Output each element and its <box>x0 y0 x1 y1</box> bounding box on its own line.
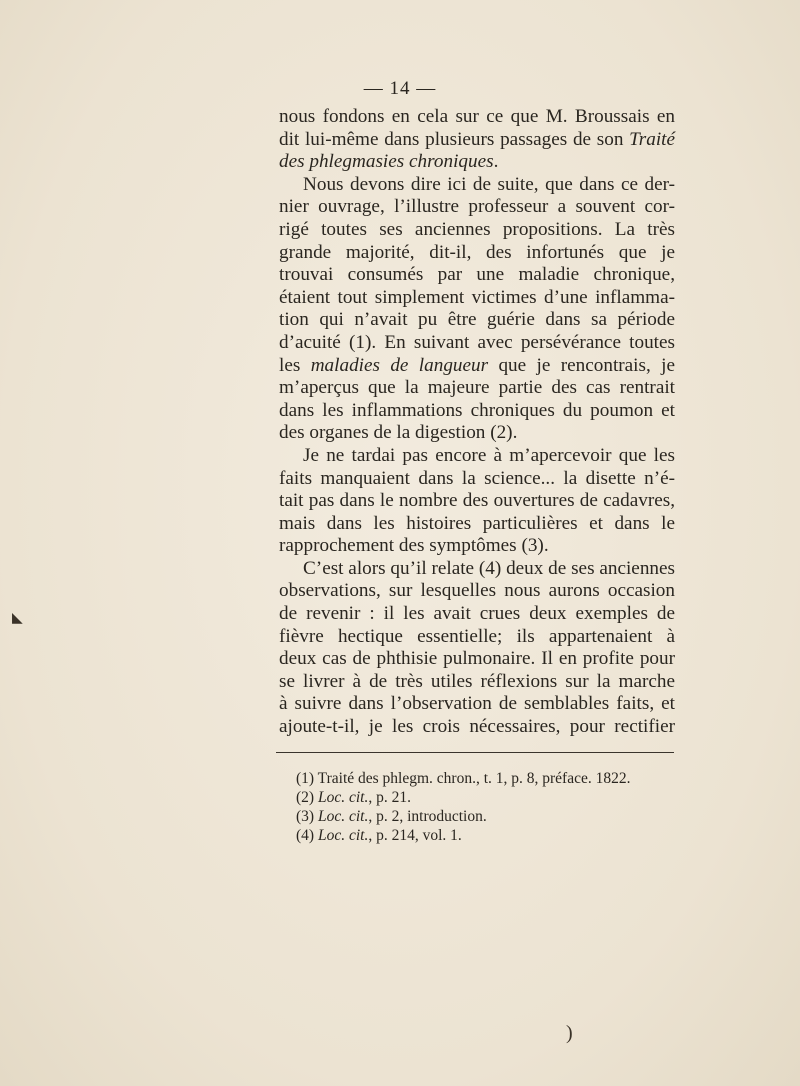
text-run: ajoute-t-il, je les crois nécessaires, pour rectifier <box>279 716 675 738</box>
italic-text: des phlegmasies chroniques <box>279 151 494 173</box>
text-line <box>279 377 675 400</box>
text-line <box>279 264 675 287</box>
text-run: les <box>279 354 311 376</box>
text-line <box>279 242 675 265</box>
text-run: , p. 2, introduction. <box>368 808 487 825</box>
text-run: . <box>493 151 499 173</box>
text-run: , p. 21. <box>368 789 411 806</box>
italic-text: Loc. cit. <box>317 789 369 806</box>
body-text <box>279 106 675 739</box>
footnote <box>296 769 676 788</box>
text-line <box>279 535 675 558</box>
text-run: (4) <box>296 827 318 844</box>
italic-text: Loc. cit. <box>317 808 369 825</box>
text-run: C’est alors qu’il relate (4) deux de ses anciennes <box>303 557 675 579</box>
text-run: que je rencontrais, je <box>488 354 675 376</box>
text-line <box>279 445 675 468</box>
text-run: trouvai consumés par une maladie chronique, <box>279 264 675 286</box>
text-line <box>279 671 675 694</box>
footnote <box>296 807 676 826</box>
text-line <box>279 129 675 152</box>
text-run: tion qui n’avait pu être guérie dans sa période <box>279 309 675 331</box>
text-line <box>279 106 675 129</box>
text-run: de revenir : il les avait crues deux exemples de <box>279 603 675 625</box>
text-line <box>279 219 675 242</box>
text-line <box>279 332 675 355</box>
text-line <box>279 716 675 739</box>
text-line <box>279 648 675 671</box>
text-line <box>279 400 675 423</box>
text-run: nous fondons en cela sur ce que M. Broussais en <box>279 106 675 127</box>
text-run: observations, sur lesquelles nous aurons occasion <box>279 580 675 602</box>
text-line <box>279 626 675 649</box>
text-run: d’acuité (1). En suivant avec persévérance toutes <box>279 331 675 353</box>
text-run: Nous devons dire ici de suite, que dans ce der- <box>303 173 675 195</box>
text-run: dans les inflammations chroniques du poumon et <box>279 399 675 421</box>
footnote-rule <box>276 752 674 753</box>
text-line <box>279 151 675 174</box>
text-line <box>279 513 675 536</box>
text-run: se livrer à de très utiles réflexions sur la marche <box>279 670 675 692</box>
italic-text: Traité <box>629 128 675 150</box>
text-run: étaient tout simplement victimes d’une inflamma- <box>279 286 675 308</box>
text-run: dit lui-même dans plusieurs passages de son <box>279 128 630 150</box>
text-run: à suivre dans l’observation de semblables faits, et <box>279 693 675 715</box>
footnote <box>296 826 676 845</box>
text-line <box>279 355 675 378</box>
text-run: Je ne tardai pas encore à m’apercevoir que les <box>303 444 675 466</box>
text-run: (1) Traité des phlegm. chron., t. 1, p. 8, préface. 1822. <box>296 770 631 787</box>
text-run: , p. 214, vol. 1. <box>368 827 462 844</box>
text-run: m’aperçus que la majeure partie des cas rentrait <box>279 377 675 399</box>
text-run: (3) <box>296 808 318 825</box>
text-run: tait pas dans le nombre des ouvertures de cadavres, <box>279 490 675 512</box>
text-run: fièvre hectique essentielle; ils appartenaient à <box>279 625 675 647</box>
text-run: rigé toutes ses anciennes propositions. La très <box>279 218 675 240</box>
text-line <box>279 558 675 581</box>
page-number: — 14 — <box>363 78 437 99</box>
text-run: rapprochement des symptômes (3). <box>279 535 549 557</box>
footnote <box>296 788 676 807</box>
text-run: mais dans les histoires particulières et dans le <box>279 512 675 534</box>
text-run: nier ouvrage, l’illustre professeur a souvent cor- <box>279 196 675 218</box>
footnotes <box>296 769 676 845</box>
text-run: des organes de la digestion (2). <box>279 422 518 444</box>
text-line <box>279 468 675 491</box>
text-line <box>279 174 675 197</box>
text-run: deux cas de phthisie pulmonaire. Il en profite pour <box>279 648 675 670</box>
text-line <box>279 196 675 219</box>
text-run: faits manquaient dans la science... la disette n’é- <box>279 467 675 489</box>
text-line <box>279 693 675 716</box>
text-line <box>279 603 675 626</box>
text-line <box>279 309 675 332</box>
italic-text: Loc. cit. <box>317 827 369 844</box>
margin-mark: ) <box>566 1022 573 1044</box>
text-run: grande majorité, dit-il, des infortunés que je <box>279 241 675 263</box>
text-line <box>279 580 675 603</box>
text-line <box>279 422 675 445</box>
text-line <box>279 287 675 310</box>
text-run: (2) <box>296 789 318 806</box>
italic-text: maladies de langueur <box>310 354 489 376</box>
text-line <box>279 490 675 513</box>
margin-mark: ◣ <box>12 611 23 626</box>
